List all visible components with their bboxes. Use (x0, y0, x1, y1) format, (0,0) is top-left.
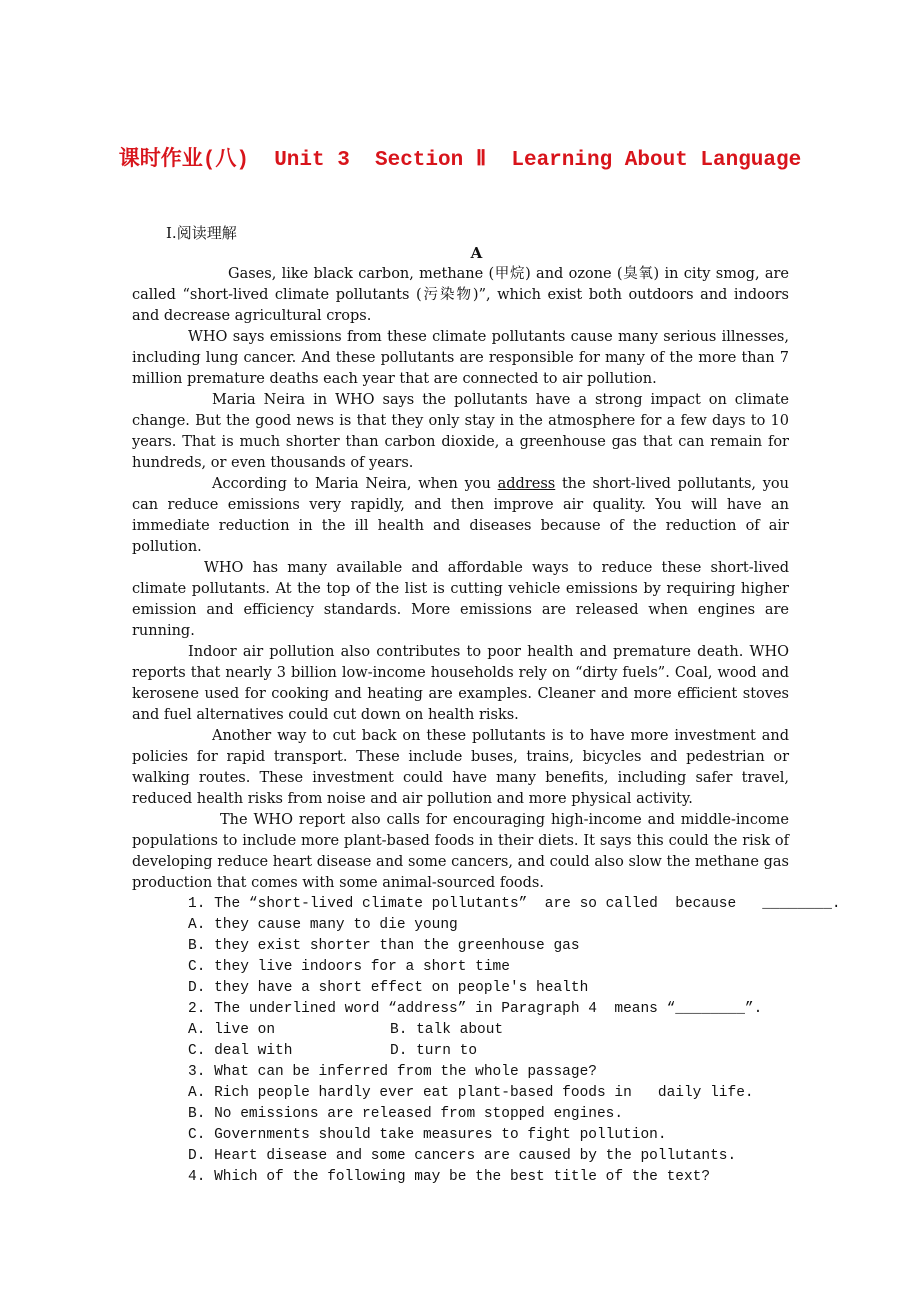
answer-option: D. Heart disease and some cancers are caused by the pollutants. (188, 1148, 737, 1164)
question-stem: 4. Which of the following may be the best title of the text? (188, 1169, 711, 1185)
page-title: 课时作业(八) Unit 3 Section Ⅱ Learning About Language (118, 149, 802, 172)
answer-option: C. deal with (188, 1043, 293, 1059)
answer-option: B. No emissions are released from stopped engines. (188, 1106, 624, 1122)
paragraph-text: the short-lived pollutants, you can reduce emissions very rapidly, and then improve air quality. You will have an immediate reduction in the ill health and diseases because of the reduction of air pollution. (132, 476, 789, 555)
answer-option: D. they have a short effect on people's health (188, 980, 589, 996)
passage-label: A (470, 244, 483, 262)
paragraph (132, 810, 789, 894)
answer-option: A. live on (188, 1022, 276, 1038)
option-row (132, 1020, 789, 1041)
paragraph-text: Gases, like black carbon, methane (甲烷) and ozone (臭氧) in city smog, are called “short-lived climate pollutants (污染物)”, which exist both outdoors and indoors and decrease agricultural crops. (132, 266, 789, 324)
paragraph-text: Indoor air pollution also contributes to poor health and premature death. WHO reports that nearly 3 billion low-income households rely on “dirty fuels”. Coal, wood and kerosene used for cooking and heating are examples. Cleaner and more efficient stoves and fuel alternatives could cut down on health risks. (132, 644, 789, 723)
passage-body (132, 264, 841, 1188)
paragraph (132, 327, 789, 390)
answer-option: A. they cause many to die young (188, 917, 458, 933)
paragraph-text: WHO says emissions from these climate pollutants cause many serious illnesses, including lung cancer. And these pollutants are responsible for many of the more than 7 million premature deaths each year that are connected to air pollution. (132, 329, 789, 387)
paragraph-text: Another way to cut back on these pollutants is to have more investment and policies for rapid transport. These include buses, trains, bicycles and pedestrian or walking routes. These investment could have many benefits, including safer travel, reduced health risks from noise and air pollution and more physical activity. (132, 728, 789, 807)
answer-option: D. turn to (390, 1043, 478, 1059)
paragraph-text: WHO has many available and affordable ways to reduce these short-lived climate pollutants. At the top of the list is cutting vehicle emissions by requiring higher emission and efficiency standards. More emissions are released when engines are running. (132, 560, 789, 639)
answer-option: C. Governments should take measures to fight pollution. (188, 1127, 667, 1143)
answer-option: B. talk about (390, 1022, 504, 1038)
answer-option: B. they exist shorter than the greenhouse gas (188, 938, 580, 954)
answer-option: C. they live indoors for a short time (188, 959, 510, 975)
paragraph (132, 642, 789, 726)
paragraph (132, 474, 789, 558)
paragraph (132, 264, 789, 327)
paragraph-text: According to Maria Neira, when you (212, 476, 498, 492)
question-stem: 2. The underlined word “address” in Paragraph 4 means “________”. (188, 1001, 763, 1017)
paragraph-text: The WHO report also calls for encouraging high-income and middle-income populations to include more plant-based foods in their diets. It says this could the risk of developing reduce heart disease and some cancers, and could also slow the methane gas production that comes with some animal-sourced foods. (132, 812, 789, 891)
paragraph (132, 390, 789, 474)
question-stem: 1. The “short-lived climate pollutants” are so called because ________. (188, 896, 841, 912)
paragraph (132, 726, 789, 810)
answer-option: A. Rich people hardly ever eat plant-based foods in daily life. (188, 1085, 754, 1101)
paragraph (132, 558, 789, 642)
section-label: Ⅰ.阅读理解 (166, 224, 237, 242)
option-row (132, 1041, 789, 1062)
paragraph-text: Maria Neira in WHO says the pollutants have a strong impact on climate change. But the good news is that they only stay in the atmosphere for a few days to 10 years. That is much shorter than carbon dioxide, a greenhouse gas that can remain for hundreds, or even thousands of years. (132, 392, 789, 471)
underlined-word: address (497, 476, 556, 492)
question-stem: 3. What can be inferred from the whole passage? (188, 1064, 597, 1080)
